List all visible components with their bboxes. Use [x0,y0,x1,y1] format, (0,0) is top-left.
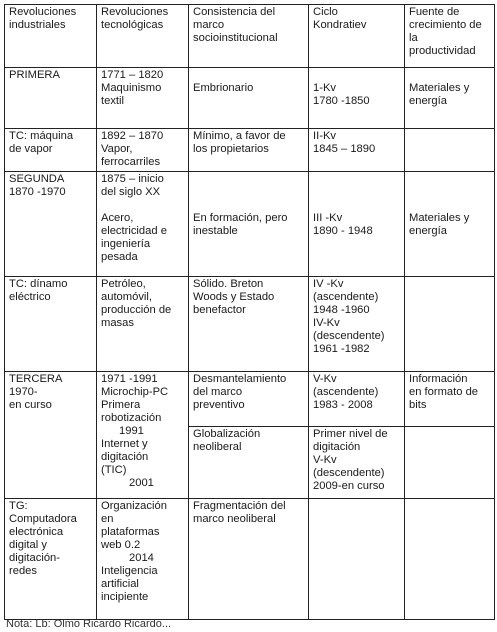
header-revoluciones-industriales: Revoluciones industriales [5,5,97,68]
table-cell: TERCERA 1970- en curso [5,372,97,499]
header-row [5,5,495,68]
table-row [5,277,495,372]
table-cell: Información en formato de bits [405,372,495,427]
footnote: Nota: Lb: Olmo Ricardo Ricardo... [6,618,172,630]
table-cell: Materiales y energía [405,172,495,277]
table-cell: V-Kv (ascendente) 1983 - 2008 [309,372,405,427]
header-ciclo-kondratiev: Ciclo Kondratiev [309,5,405,68]
table-row [5,372,495,427]
table-cell [309,499,405,620]
header-fuente-crecimiento: Fuente de crecimiento de la productividad [405,5,495,68]
table-cell: PRIMERA [5,68,97,129]
table-cell: II-Kv 1845 – 1890 [309,129,405,172]
revolutions-table [4,4,495,620]
table-cell: TC: dínamo eléctrico [5,277,97,372]
header-revoluciones-tecnologicas: Revoluciones tecnológicas [97,5,189,68]
table-cell: 1771 – 1820 Maquinismo textil [97,68,189,129]
table-cell: Primer nivel de digitación V-Kv (descendente) 2009-en curso [309,427,405,499]
table-cell: 1875 – inicio del siglo XX Acero, electricidad e ingeniería pesada [97,172,189,277]
table-cell [405,277,495,372]
table-cell: Fragmentación del marco neoliberal [189,499,309,620]
table-cell [405,129,495,172]
table-cell: IV -Kv (ascendente) 1948 -1960 IV-Kv (descendente) 1961 -1982 [309,277,405,372]
table-cell: Embrionario [189,68,309,129]
table-cell: TC: máquina de vapor [5,129,97,172]
table-cell: Mínimo, a favor de los propietarios [189,129,309,172]
table-cell: III -Kv 1890 - 1948 [309,172,405,277]
table-cell: 1892 – 1870 Vapor, ferrocarriles [97,129,189,172]
table-cell: 1-Kv 1780 -1850 [309,68,405,129]
table-row [5,499,495,620]
table-row [5,68,495,129]
table-cell: SEGUNDA 1870 -1970 [5,172,97,277]
table-cell: 1971 -1991 Microchip-PC Primera robotización 1991 Internet y digitación (TIC) 2001 [97,372,189,499]
table-cell: Organización en plataformas web 0.2 2014 Inteligencia artificial incipiente [97,499,189,620]
table-cell: Materiales y energía [405,68,495,129]
table-cell: Petróleo, automóvil, producción de masas [97,277,189,372]
table-row [5,129,495,172]
table-cell [405,499,495,620]
table-cell: Desmantelamiento del marco preventivo [189,372,309,427]
table-cell: Globalización neoliberal [189,427,309,499]
table-row [5,172,495,277]
table-cell [405,427,495,499]
table-cell: TG: Computadora electrónica digital y digitación- redes [5,499,97,620]
header-consistencia-marco: Consistencia del marco socioinstitucional [189,5,309,68]
table-cell: Sólido. Breton Woods y Estado benefactor [189,277,309,372]
table-cell: En formación, pero inestable [189,172,309,277]
